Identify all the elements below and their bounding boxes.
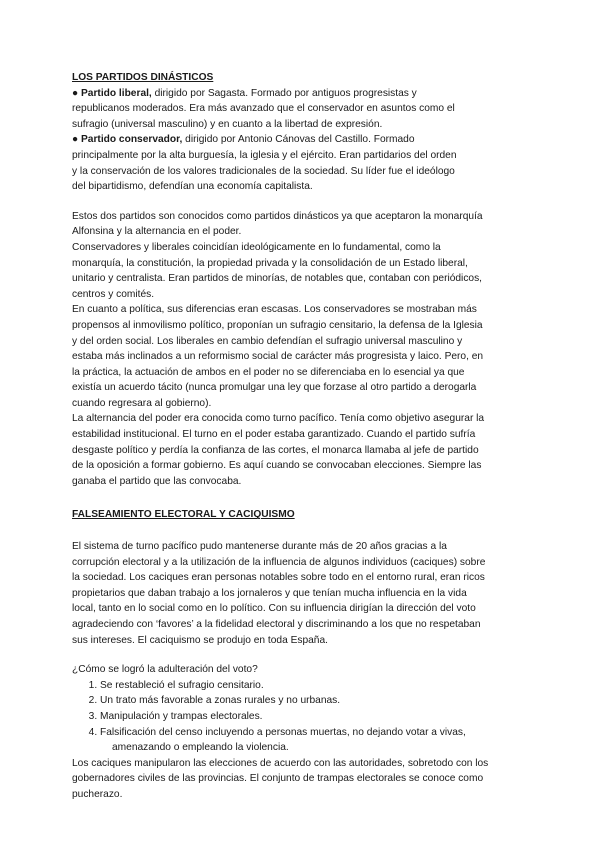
body-line: existía un acuerdo tácito (nunca promulgar una ley que forzase al otro partido a derogarla <box>72 382 477 394</box>
body-line: gobernadores civiles de las provincias. El conjunto de trampas electorales se conoce como <box>72 773 484 785</box>
body-line: desgaste político y perdía la confianza de las cortes, el monarca llamaba al jefe de partido <box>72 444 479 456</box>
body-line: y del orden social. Los liberales en cambio defendían el sufragio universal masculino y <box>72 335 463 347</box>
body-line: de la oposición a formar gobierno. Es aquí cuando se convocaban elecciones. Siempre las <box>72 460 482 472</box>
body-line: agradeciendo con ‘favores’ a la fidelidad electoral y discriminando a los que no respetaban <box>72 619 481 630</box>
body-line: estaba más inclinados a un reformismo social de carácter más progresista y laico. Pero, en <box>72 351 484 363</box>
body-line: En cuanto a política, sus diferencias eran escasas. Los conservadores se mostraban más <box>72 304 477 316</box>
section-title-partidos: LOS PARTIDOS DINÁSTICOS <box>72 72 214 83</box>
document-page <box>72 70 532 803</box>
body-line: estabilidad institucional. El turno en el poder estaba garantizado. Cuando el partido sufría <box>72 429 476 441</box>
body-line: propietarios que daban trabajo a los jornaleros y que tenían mucha influencia en la vida <box>72 587 467 599</box>
body-line: la sociedad. Los caciques eran personas notables sobre todo en el entorno rural, eran ricos <box>72 572 485 584</box>
paragraph-gap <box>72 195 532 209</box>
conservador-line: principalmente por la alta burguesía, la iglesia y el ejército. Eran partidarios del orden <box>72 149 457 161</box>
body-line: Alfonsina y la alternancia en el poder. <box>72 226 242 238</box>
body-line: pucherazo. <box>72 788 123 800</box>
body-line: unitario y centralista. Eran partidos de minorías, de notables que, contaban con periódicos, <box>72 273 483 285</box>
body-line: corrupción electoral y a la utilización de la influencia de algunos individuos (caciques) sobre <box>72 556 486 568</box>
body-line: centros y comités. <box>72 288 155 300</box>
list-item: 4. Falsificación del censo incluyendo a personas muertas, no dejando votar a vivas, <box>100 725 532 741</box>
body-line: local, tanto en lo social como en lo político. Con su influencia dirigían la dirección del voto <box>72 603 476 615</box>
conservador-label: Partido conservador, <box>81 134 183 146</box>
conservador-line: dirigido por Antonio Cánovas del Castillo. Formado <box>182 134 415 146</box>
body-line: La alternancia del poder era conocida como turno pacífico. Tenía como objetivo asegurar la <box>72 413 485 425</box>
body-line: Estos dos partidos son conocidos como partidos dinásticos ya que aceptaron la monarquía <box>72 210 483 222</box>
liberal-label: Partido liberal, <box>81 87 152 99</box>
list-item: 1. Se restableció el sufragio censitario. <box>100 678 532 694</box>
question-line: ¿Cómo se logró la adulteración del voto? <box>72 664 258 676</box>
bullet-icon: ● <box>72 87 79 99</box>
conservador-line: del bipartidismo, defendían una economía capitalista. <box>72 181 313 193</box>
body-line: propensos al inmovilismo político, proponían un sufragio censitario, la defensa de la Iglesia <box>72 319 483 331</box>
section-title-caciquismo: FALSEAMIENTO ELECTORAL Y CACIQUISMO <box>72 509 295 521</box>
liberal-line: sufragio (universal masculino) y en cuanto a la libertad de expresión. <box>72 118 383 130</box>
bullet-conservador <box>72 132 532 148</box>
body-line: cuando regresara al gobierno). <box>72 397 212 409</box>
list-item: 2. Un trato más favorable a zonas rurales y no urbanas. <box>100 693 532 709</box>
body-line: la práctica, la actuación de ambos en el poder no se diferenciaba en lo esencial ya que <box>72 366 465 378</box>
adulteration-list <box>72 678 532 740</box>
body-line: ganaba el partido que las convocaba. <box>72 475 242 487</box>
body-line: sus intereses. El caciquismo se produjo en toda España. <box>72 634 328 646</box>
body-line: monarquía, la constitución, la propiedad privada y la consolidación de un Estado liberal, <box>72 257 468 269</box>
liberal-line: republicanos moderados. Era más avanzado que el conservador en asuntos como el <box>72 103 455 115</box>
body-line: El sistema de turno pacífico pudo mantenerse durante más de 20 años gracias a la <box>72 541 447 553</box>
body-line: Los caciques manipularon las elecciones de acuerdo con las autoridades, sobretodo con los <box>72 757 489 769</box>
body-line: Conservadores y liberales coincidían ideológicamente en lo fundamental, como la <box>72 241 441 253</box>
list-item: 3. Manipulación y trampas electorales. <box>100 709 532 725</box>
liberal-line: dirigido por Sagasta. Formado por antiguos progresistas y <box>151 87 417 99</box>
paragraph-gap <box>72 648 532 662</box>
list-item-continuation: amenazando o empleando la violencia. <box>112 742 289 754</box>
bullet-liberal <box>72 86 532 102</box>
bullet-icon: ● <box>72 134 79 146</box>
conservador-line: y la conservación de los valores tradicionales de la sociedad. Su líder fue el ideólogo <box>72 165 455 177</box>
